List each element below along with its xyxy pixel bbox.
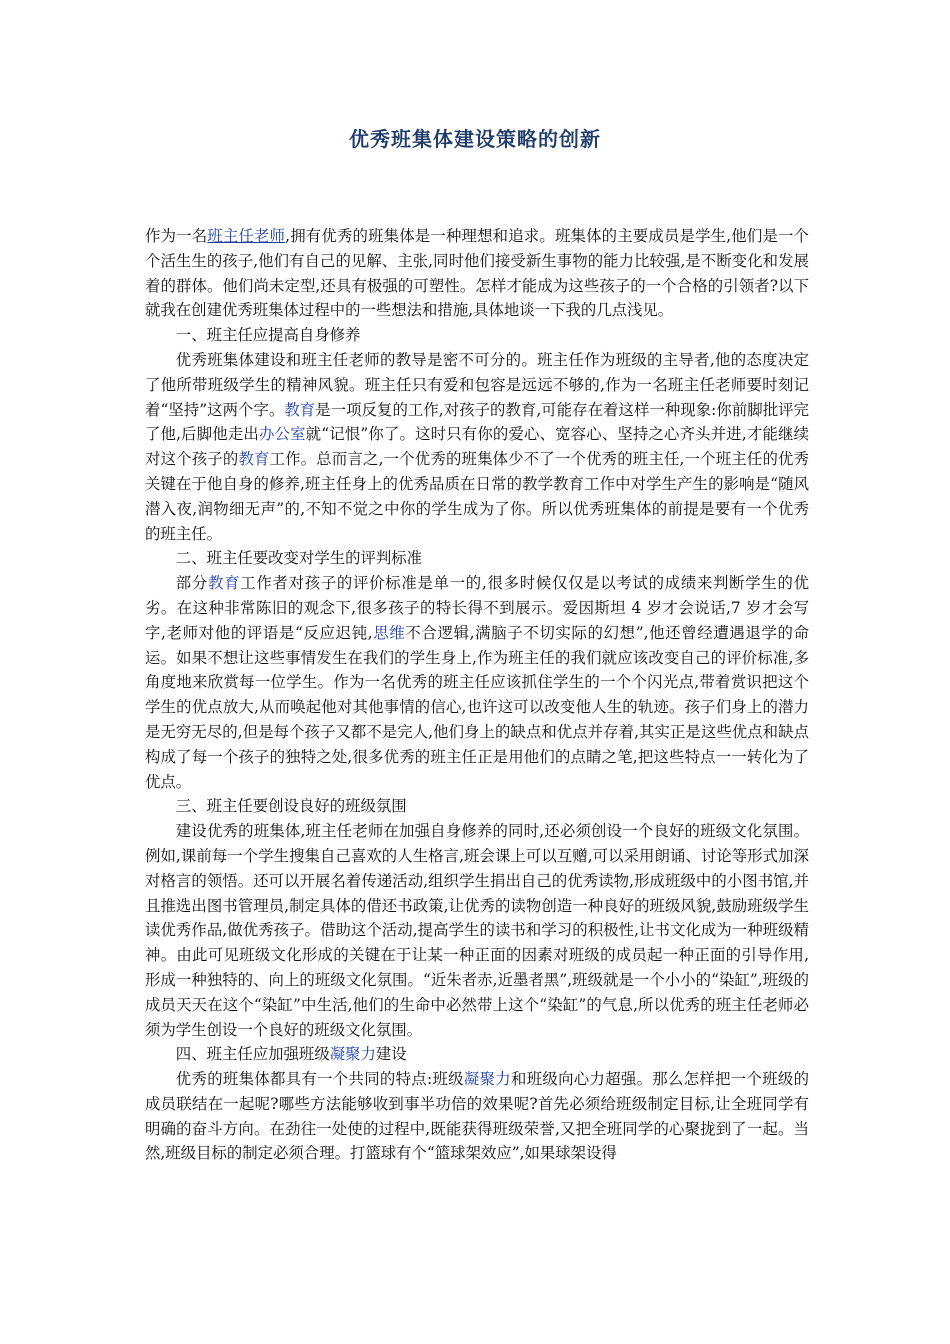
section-heading-2: 二、班主任要改变对学生的评判标准 xyxy=(175,549,423,568)
text-run: 优秀的班集体都具有一个共同的特点:班级 xyxy=(175,1070,464,1089)
text-run: 工作者对孩子的评价标准是单一的,很多时候仅仅是以考试的成绩来判断学生的优劣。在这种非常陈旧的观念下,很多孩子的特长得不到展示。爱因斯坦 4 岁才会说话,7 岁才会写字,老师对他的评语是“反应迟钝, xyxy=(145,574,809,642)
text-run: ,拥有优秀的班集体是一种理想和追求。班集体的主要成员是学生,他们是一个个活生生的孩子,他们有自己的见解、主张,同时他们接受新生事物的能力比较强,是不断变化和发展着的群体。他们尚未定型,还具有极强的可塑性。怎样才能成为这些孩子的一个合格的引领者?以下就我在创建优秀班集体过程中的一些想法和措施,具体地谈一下我的几点浅见。 xyxy=(145,227,809,320)
text-run: 工作。总而言之,一个优秀的班集体少不了一个优秀的班主任,一个班主任的优秀关键在于他自身的修养,班主任身上的优秀品质在日常的教学教育工作中对学生产生的影响是“随风潜入夜,润物细无声”的,不知不觉之中你的学生成为了你。所以优秀班集体的前提是要有一个优秀的班主任。 xyxy=(145,450,809,543)
link-cohesion[interactable]: 凝聚力 xyxy=(463,1070,511,1089)
document-title: 优秀班集体建设策略的创新 xyxy=(349,127,601,151)
text-run: 和班级向心力超强。那么怎样把一个班级的成员联结在一起呢?哪些方法能够收到事半功倍的效果呢?首先必须给班级制定目标,让全班同学有明确的奋斗方向。在劲往一处使的过程中,既能获得班级荣誉,又把全班同学的心聚拢到了一起。当然,班级目标的制定必须合理。打篮球有个“篮球架效应”,如果球架设得 xyxy=(145,1070,809,1163)
link-education[interactable]: 教育 xyxy=(284,400,316,419)
text-run: 四、班主任应加强班级 xyxy=(175,1045,330,1064)
text-run: 不合逻辑,满脑子不切实际的幻想”,他还曾经遭遇退学的命运。如果不想让这些事情发生在我们的学生身上,作为班主任的我们就应该改变自己的评价标准,多角度地来欣赏每一位学生。作为一名优秀的班主任应该抓住学生的一个个闪光点,带着赏识把这个学生的优点放大,从而唤起他对其他事情的信心,也许这可以改变他人生的轨迹。孩子们身上的潜力是无穷无尽的,但是每个孩子又都不是完人,他们身上的缺点和优点并存着,其实正是这些优点和缺点构成了每一个孩子的独特之处,很多优秀的班主任正是用他们的点睛之笔,把这些特点一一转化为了优点。 xyxy=(145,623,809,791)
section-3-paragraph: 建设优秀的班集体,班主任老师在加强自身修养的同时,还必须创设一个良好的班级文化氛围。例如,课前每一个学生搜集自己喜欢的人生格言,班会课上可以互赠,可以采用朗诵、讨论等形式加深对格言的领悟。还可以开展名着传递活动,组织学生捐出自己的优秀读物,形成班级中的小图书馆,并且推选出图书管理员,制定具体的借还书政策,让优秀的读物创造一种良好的班级风貌,鼓励班级学生读优秀作品,做优秀孩子。借助这个活动,提高学生的读书和学习的积极性,让书文化成为一种班级精神。由此可见班级文化形成的关键在于让某一种正面的因素对班级的成员起一种正面的引导作用,形成一种独特的、向上的班级文化氛围。“近朱者赤,近墨者黑”,班级就是一个小小的“染缸”,班级的成员天天在这个“染缸”中生活,他们的生命中必然带上这个“染缸”的气息,所以优秀的班主任老师必须为学生创设一个良好的班级文化氛围。 xyxy=(145,822,809,1039)
link-office[interactable]: 办公室 xyxy=(258,425,306,444)
intro-paragraph xyxy=(145,224,809,323)
section-1-paragraph xyxy=(145,348,809,546)
link-education[interactable]: 教育 xyxy=(238,450,270,469)
link-thinking[interactable]: 思维 xyxy=(372,623,406,642)
section-heading-4 xyxy=(145,1042,809,1067)
text-run: 建设 xyxy=(375,1045,407,1064)
text-run: 是一项反复的工作,对孩子的教育,可能存在着这样一种现象:你前脚批评完了他,后脚他走出 xyxy=(145,400,809,444)
section-4-paragraph xyxy=(145,1067,809,1166)
text-run: 优秀班集体建设和班主任老师的教导是密不可分的。班主任作为班级的主导者,他的态度决定了他所带班级学生的精神风貌。班主任只有爱和包容是远远不够的,作为一名班主任老师要时刻记着“坚持”这两个字。 xyxy=(145,350,809,419)
link-class-teacher[interactable]: 班主任老师 xyxy=(207,227,286,245)
link-cohesion[interactable]: 凝聚力 xyxy=(329,1045,376,1064)
link-education[interactable]: 教育 xyxy=(208,574,241,593)
section-heading-3: 三、班主任要创设良好的班级氛围 xyxy=(175,797,407,816)
text-run: 作为一名 xyxy=(145,227,208,245)
text-run: 就“记恨”你了。这时只有你的爱心、宽容心、坚持之心齐头并进,才能继续对这个孩子的 xyxy=(145,425,809,469)
text-run: 部分 xyxy=(175,574,209,593)
section-2-paragraph xyxy=(145,571,809,794)
section-heading-1: 一、班主任应提高自身修养 xyxy=(175,326,361,345)
document-body xyxy=(145,224,809,1166)
